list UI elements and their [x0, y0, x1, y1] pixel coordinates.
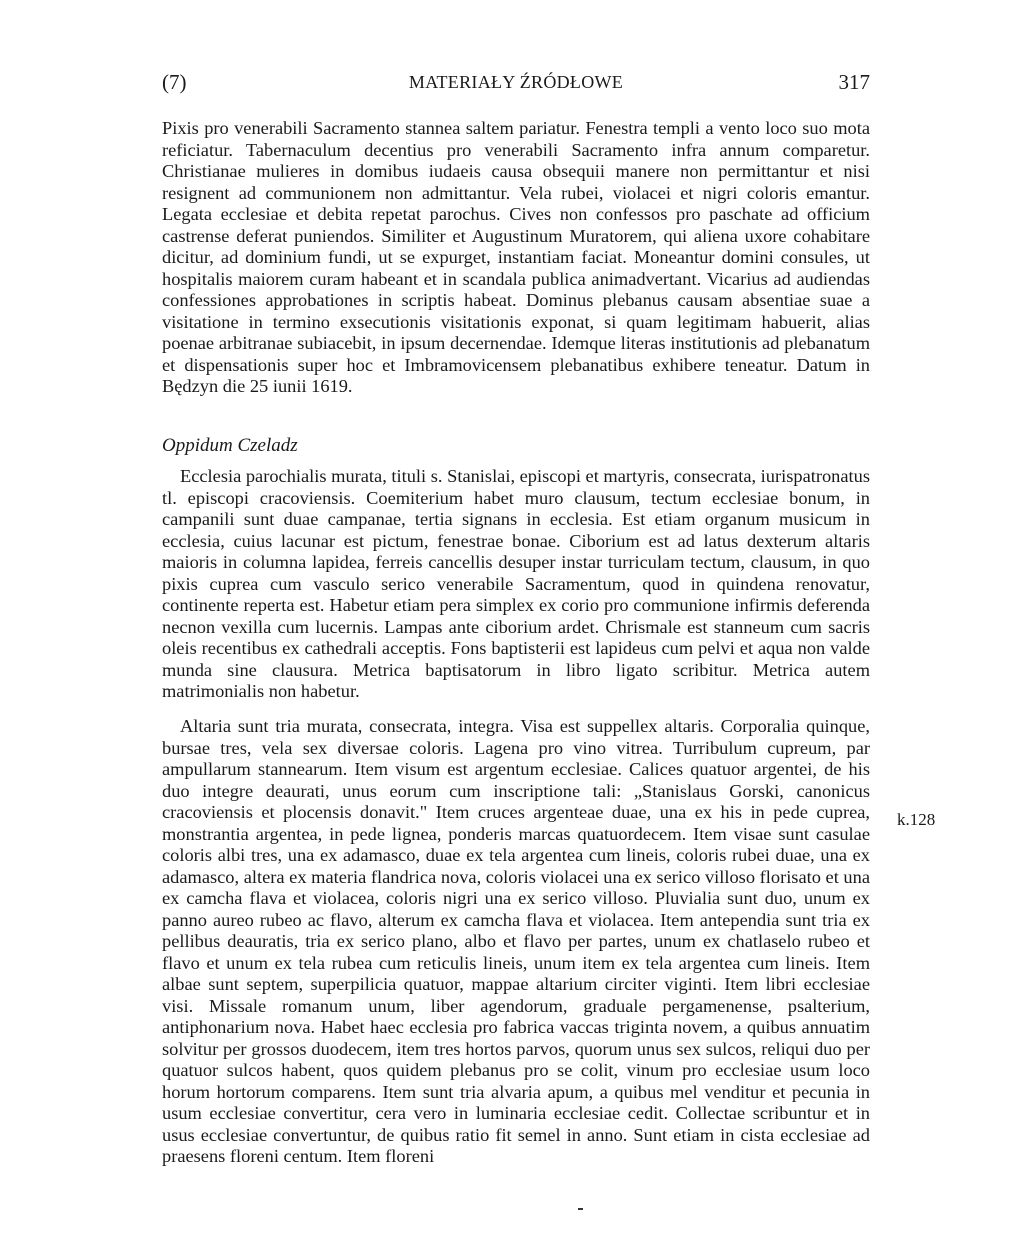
footer-mark: [578, 1208, 583, 1210]
page-number: 317: [838, 70, 870, 94]
body-paragraph-3: Altaria sunt tria murata, consecrata, integra. Visa est suppellex altaris. Corporalia quinque, bursae tres, vela sex diversae coloris. Lagena pro vino vitrea. Turribulum cupreum, par ampullarum stannearum. Item visum est argentum ecclesiae. Calices quatuor argentei, de his duo integre deaurati, unus eorum cum inscriptione tali: „Stanislaus Gorski, canonicus cracoviensis et plocensis donavit." Item cruces argenteae duae, una ex his in pede cuprea, monstrantia argentea, in pede lignea, ponderis marcas quatuordecem. Item visae sunt casulae coloris albi tres, una ex adamasco, duae ex tela argentea cum lineis, coloris rubei duae, una ex adamasco, altera ex materia flandrica nova, coloris violacei una ex serico villoso florisato et una ex camcha flava et violacea, coloris nigri una ex serico villoso. Pluvialia sunt duo, unum ex panno aureo rubeo ac flavo, alterum ex camcha flava et violacea. Item antependia sunt tria ex pellibus deauratis, tria ex serico plano, albo et flavo per partes, unum ex chatlaselo rubeo et flavo et unum ex tela rubea cum reticulis lineis, unum item ex tela argentea cum lineis. Item albae sunt septem, superpilicia quatuor, mappae altarium circiter viginti. Item libri ecclesiae visi. Missale romanum unum, liber agendorum, graduale pergamenense, psalterium, antiphonarium nova. Habet haec ecclesia pro fabrica vaccas triginta novem, a quibus annuatim solvitur per grossos duodecem, item tres hortos parvos, quorum unus sex sulcos, reliqui duo per quatuor sulcos habent, quos quidem plebanus pro se colit, vinum pro ecclesiae usum loco horum hortorum comparens. Item sunt tria alvaria apum, a quibus mel venditur et pecunia in usum ecclesiae convertitur, cera vero in luminaria ecclesiae cedit. Collectae scribuntur et in usus ecclesiae convertuntur, de quibus ratio fit semel in anno. Sunt etiam in cista ecclesiae ad praesens floreni centum. Item floreni: [162, 716, 870, 1166]
page-header: [162, 70, 870, 100]
body-paragraph-2: Ecclesia parochialis murata, tituli s. Stanislai, episcopi et martyris, consecrata, iurispatronatus tl. episcopi cracoviensis. Coemiterium habet muro clausum, tectum ecclesiae bonum, in campanili sunt duae campanae, tertia signans in ecclesia. Est etiam organum musicum in ecclesia, cuius lacunar est pictum, fenestrae bonae. Ciborium est ad latus dexterum altaris maioris in columna lapidea, ferreis cancellis desuper instar turriculam tectum, clausum, in quo pixis cuprea cum vasculo serico venerabile Sacramentum, quod in quindena renovatur, continente reperta est. Habetur etiam pera simplex ex corio pro communione infirmis deferenda necnon vexilla cum lucernis. Lampas ante ciborium ardet. Chrismale est stanneum cum sacris oleis recentibus ex cathedrali acceptis. Fons baptisterii est lapideus cum pelvi et aqua non valde munda sine clausura. Metrica baptisatorum in libro ligato scribitur. Metrica autem matrimonialis non habetur.: [162, 466, 870, 701]
section-number: (7): [162, 70, 187, 94]
section-heading: Oppidum Czeladz: [162, 435, 298, 456]
running-title: MATERIAŁY ŹRÓDŁOWE: [408, 72, 624, 92]
folio-margin-note: k.128: [897, 810, 936, 829]
body-paragraph-1: Pixis pro venerabili Sacramento stannea saltem pariatur. Fenestra templi a vento loco suo mota reficiatur. Tabernaculum decentius pro venerabili Sacramento infra annum comparetur. Christianae mulieres in domibus iudaeis causa obsequii manere non permittantur et nisi resignent ad communionem non admittantur. Vela rubei, violacei et nigri coloris emantur. Legata ecclesiae et debita repetat parochus. Cives non confessos pro paschate ad officium castrense deferat puniendos. Similiter et Augustinum Muratorem, qui aliena uxore cohabitare dicitur, ad dominium fundi, ut se expurget, instantiam faciat. Moneantur domini consules, ut hospitalis maiorem curam habeant et in scandala publica animadvertant. Vicarius ad audiendas confessiones approbationes in scriptis habeat. Dominus plebanus causam absentiae suae a visitatione in termino exsecutionis visitationis exponat, si quam legitimam habuerit, alias poenae arbitranae subiacebit, in ipsum decernendae. Idemque literas institutionis ad plebanatum et dispensationis super hoc et Imbramovicensem plebanatibus exhibere teneatur. Datum in Będzyn die 25 iunii 1619.: [162, 118, 870, 396]
